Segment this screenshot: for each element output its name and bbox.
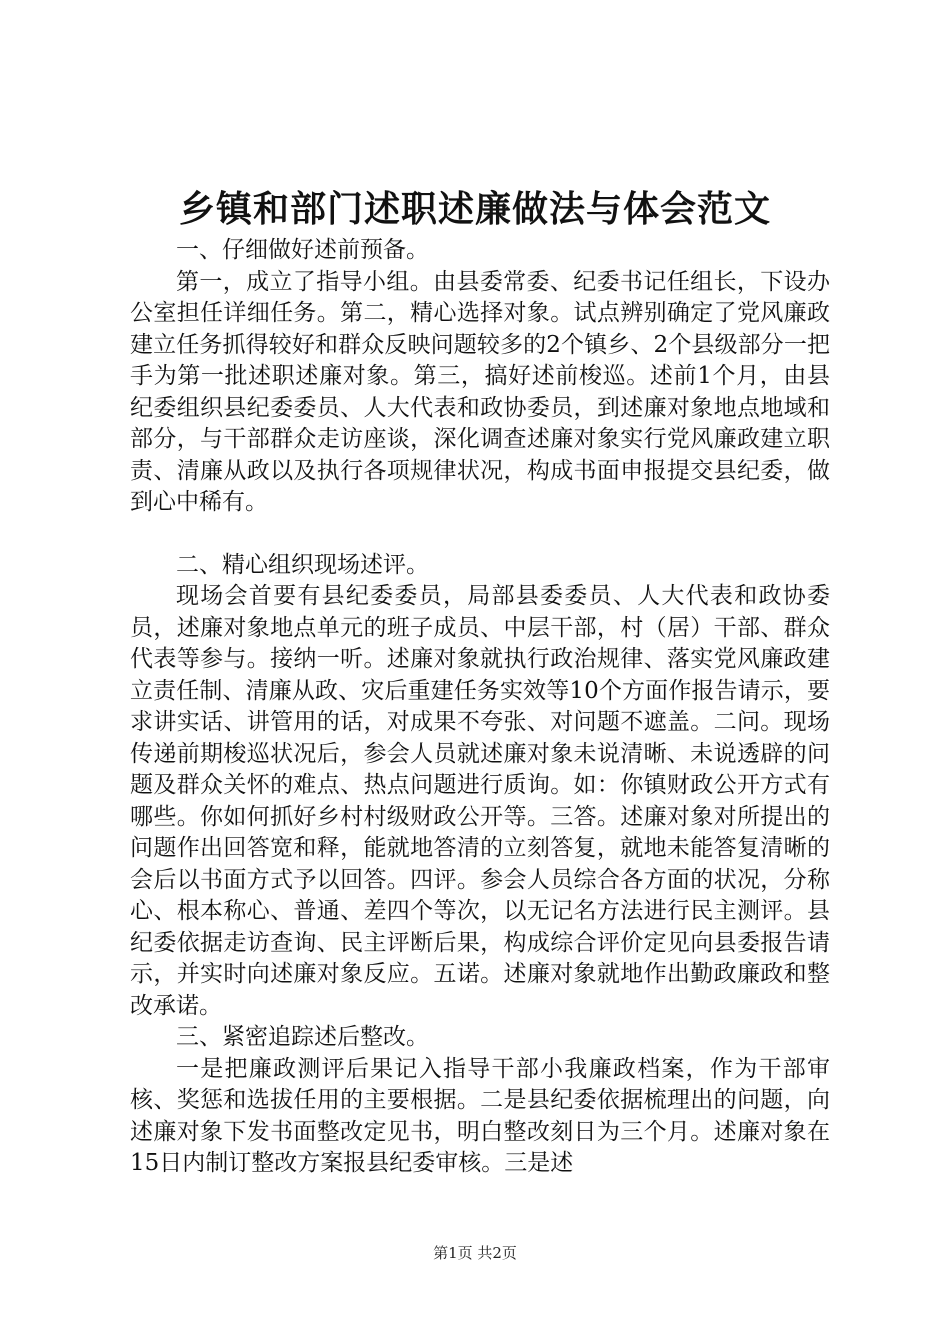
section-heading-1: 一、仔细做好述前预备。 — [176, 237, 429, 263]
section-heading-2: 二、精心组织现场述评。 — [176, 551, 429, 578]
document-body — [130, 235, 830, 1180]
document-title: 乡镇和部门述职述廉做法与体会范文 — [178, 188, 771, 230]
paragraph-rectification: 一是把廉政测评后果记入指导干部小我廉政档案，作为干部审核、奖惩和选拔任用的主要根据。二是县纪委依据梳理出的问题，向述廉对象下发书面整改定见书，明白整改刻日为三个月。述廉对象在15日内制订整改方案报县纪委审核。三是述 — [130, 1055, 830, 1176]
section-heading-3: 三、紧密追踪述后整改。 — [176, 1024, 429, 1050]
paragraph-preparation: 第一，成立了指导小组。由县委常委、纪委书记任组长，下设办公室担任详细任务。第二，精心选择对象。试点辨别确定了党风廉政建立任务抓得较好和群众反映问题较多的2个镇乡、2个县级部分一把手为第一批述职述廉对象。第三，搞好述前梭巡。述前1个月，由县纪委组织县纪委委员、人大代表和政协委员，到述廉对象地点地域和部分，与干部群众走访座谈，深化调查述廉对象实行党风廉政建立职责、清廉从政以及执行各项规律状况，构成书面申报提交县纪委，做到心中稀有。 — [130, 268, 830, 515]
paragraph-onsite-review: 现场会首要有县纪委委员，局部县委委员、人大代表和政协委员，述廉对象地点单元的班子成员、中层干部，村（居）干部、群众代表等参与。接纳一听。述廉对象就执行政治规律、落实党风廉政建立责任制、清廉从政、灾后重建任务实效等10个方面作报告请示，要求讲实话、讲管用的话，对成果不夸张、对问题不遮盖。二问。现场传递前期梭巡状况后，参会人员就述廉对象未说清晰、未说透辟的问题及群众关怀的难点、热点问题进行质询。如：你镇财政公开方式有哪些。你如何抓好乡村村级财政公开等。三答。述廉对象对所提出的问题作出回答宽和释，能就地答清的立刻答复，就地未能答复清晰的会后以书面方式予以回答。四评。参会人员综合各方面的状况，分称心、根本称心、普通、差四个等次，以无记名方法进行民主测评。县纪委依据走访查询、民主评断后果，构成综合评价定见向县委报告请示，并实时向述廉对象反应。五诺。述廉对象就地作出勤政廉政和整改承诺。 — [130, 583, 830, 1019]
page-number-footer: 第1页 共2页 — [433, 1244, 517, 1262]
